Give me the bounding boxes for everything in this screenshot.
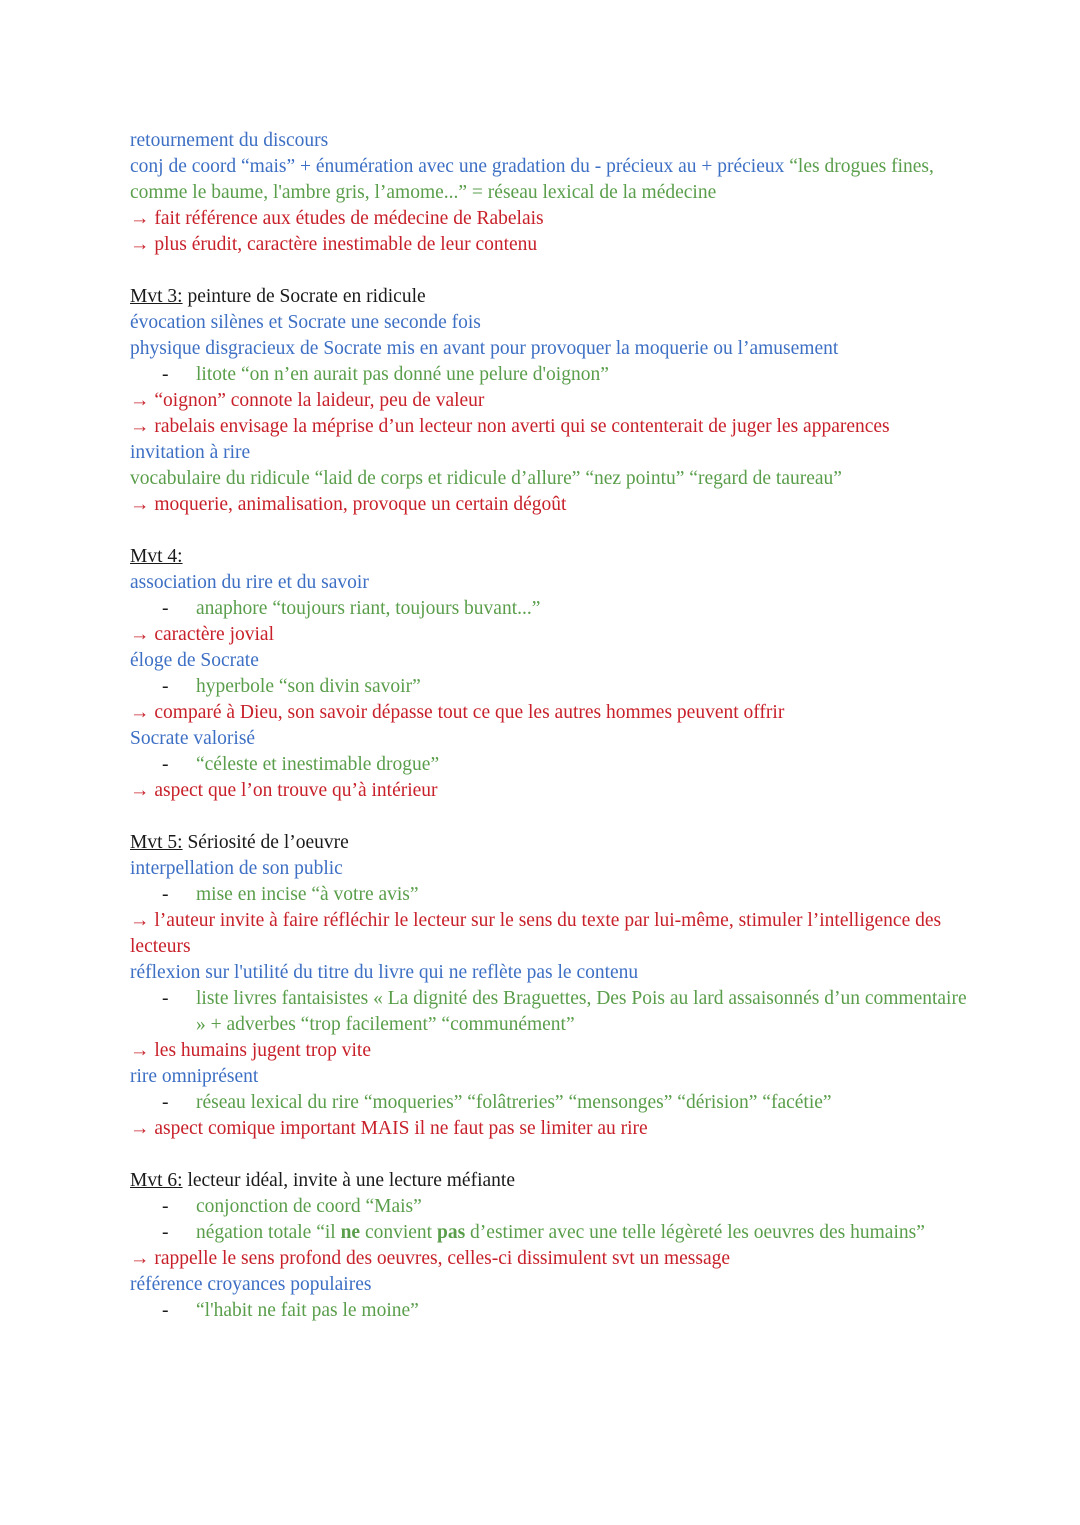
dash-marker: - bbox=[162, 988, 169, 1009]
dash-marker: - bbox=[162, 598, 169, 619]
bullet-item bbox=[130, 362, 980, 388]
section-label: Mvt 5: bbox=[130, 832, 183, 853]
section-label: Mvt 4: bbox=[130, 546, 183, 567]
quote-line: vocabulaire du ridicule “laid de corps et ridicule d’allure” “nez pointu” “regard de taureau” bbox=[130, 468, 842, 489]
topic-line: interpellation de son public bbox=[130, 858, 343, 879]
bullet-item bbox=[130, 674, 980, 700]
dash-marker: - bbox=[162, 754, 169, 775]
section-label: Mvt 6: bbox=[130, 1170, 183, 1191]
bullet-item bbox=[130, 986, 980, 1038]
topic-line: éloge de Socrate bbox=[130, 650, 259, 671]
section-heading bbox=[130, 830, 980, 856]
consequence-line: → rappelle le sens profond des oeuvres, celles-ci dissimulent svt un message bbox=[130, 1248, 731, 1269]
consequence-line: → aspect comique important MAIS il ne faut pas se limiter au rire bbox=[130, 1118, 648, 1139]
consequence-line: → caractère jovial bbox=[130, 624, 274, 645]
dash-marker: - bbox=[162, 676, 169, 697]
notes-content bbox=[130, 128, 980, 1324]
dash-marker: - bbox=[162, 364, 169, 385]
dash-marker: - bbox=[162, 1092, 169, 1113]
dash-marker: - bbox=[162, 1300, 169, 1321]
topic-line: évocation silènes et Socrate une seconde fois bbox=[130, 312, 481, 333]
topic-line: retournement du discours bbox=[130, 130, 329, 151]
bullet-text-part: négation totale “il bbox=[196, 1222, 341, 1243]
topic-line: rire omniprésent bbox=[130, 1066, 259, 1087]
section-title: peinture de Socrate en ridicule bbox=[182, 286, 426, 307]
emphasis-ne: ne bbox=[340, 1222, 361, 1243]
consequence-line: → fait référence aux études de médecine de Rabelais bbox=[130, 208, 544, 229]
bullet-text: “céleste et inestimable drogue” bbox=[196, 754, 440, 775]
topic-line: association du rire et du savoir bbox=[130, 572, 369, 593]
consequence-line: → plus érudit, caractère inestimable de leur contenu bbox=[130, 234, 538, 255]
bullet-text-part: convient bbox=[360, 1222, 437, 1243]
bullet-text bbox=[196, 1220, 980, 1246]
topic-line: physique disgracieux de Socrate mis en avant pour provoquer la moquerie ou l’amusement bbox=[130, 338, 839, 359]
section-heading bbox=[130, 1168, 980, 1194]
bullet-item bbox=[130, 596, 980, 622]
bullet-item bbox=[130, 1090, 980, 1116]
consequence-line: → les humains jugent trop vite bbox=[130, 1040, 372, 1061]
bullet-item bbox=[130, 1194, 980, 1220]
consequence-line: → rabelais envisage la méprise d’un lecteur non averti qui se contenterait de juger les apparences bbox=[130, 416, 890, 437]
consequence-line: → aspect que l’on trouve qu’à intérieur bbox=[130, 780, 438, 801]
dash-marker: - bbox=[162, 1222, 169, 1243]
bullet-text: anaphore “toujours riant, toujours buvant...” bbox=[196, 598, 541, 619]
topic-line: Socrate valorisé bbox=[130, 728, 256, 749]
section-title: Sériosité de l’oeuvre bbox=[182, 832, 349, 853]
topic-text: conj de coord “mais” + énumération avec une gradation du - précieux au + précieux bbox=[130, 156, 785, 177]
consequence-line: → moquerie, animalisation, provoque un certain dégoût bbox=[130, 494, 567, 515]
section-label: Mvt 3: bbox=[130, 286, 183, 307]
bullet-item bbox=[130, 752, 980, 778]
consequence-line: → “oignon” connote la laideur, peu de valeur bbox=[130, 390, 485, 411]
section-title: lecteur idéal, invite à une lecture méfiante bbox=[182, 1170, 515, 1191]
bullet-text: réseau lexical du rire “moqueries” “folâtreries” “mensonges” “dérision” “facétie” bbox=[196, 1092, 832, 1113]
quote-text: “les drogues fines, comme le baume, l'ambre gris, l’amome...” = réseau lexical de la médecine bbox=[130, 156, 934, 203]
bullet-text: conjonction de coord “Mais” bbox=[196, 1196, 422, 1217]
bullet-text-part: d’estimer avec une telle légèreté les oeuvres des humains” bbox=[465, 1222, 925, 1243]
topic-line: invitation à rire bbox=[130, 442, 251, 463]
section-heading bbox=[130, 544, 980, 570]
bullet-text: mise en incise “à votre avis” bbox=[196, 884, 419, 905]
bullet-item bbox=[130, 1298, 980, 1324]
bullet-text: liste livres fantaisistes « La dignité des Braguettes, Des Pois au lard assaisonnés d’un commentaire » + adverbes “trop facilement” “communément” bbox=[196, 988, 967, 1035]
topic-line: réflexion sur l'utilité du titre du livre qui ne reflète pas le contenu bbox=[130, 962, 639, 983]
dash-marker: - bbox=[162, 1196, 169, 1217]
dash-marker: - bbox=[162, 884, 169, 905]
consequence-line: → comparé à Dieu, son savoir dépasse tout ce que les autres hommes peuvent offrir bbox=[130, 702, 785, 723]
consequence-line: → l’auteur invite à faire réfléchir le lecteur sur le sens du texte par lui-même, stimuler l’intelligence des lecteurs bbox=[130, 910, 942, 957]
section-heading bbox=[130, 284, 980, 310]
emphasis-pas: pas bbox=[436, 1222, 466, 1243]
bullet-item bbox=[130, 1220, 980, 1246]
bullet-text: litote “on n’en aurait pas donné une pelure d'oignon” bbox=[196, 364, 609, 385]
topic-line bbox=[130, 154, 980, 206]
bullet-item bbox=[130, 882, 980, 908]
topic-line: référence croyances populaires bbox=[130, 1274, 372, 1295]
bullet-text: “l'habit ne fait pas le moine” bbox=[196, 1300, 419, 1321]
bullet-text: hyperbole “son divin savoir” bbox=[196, 676, 421, 697]
